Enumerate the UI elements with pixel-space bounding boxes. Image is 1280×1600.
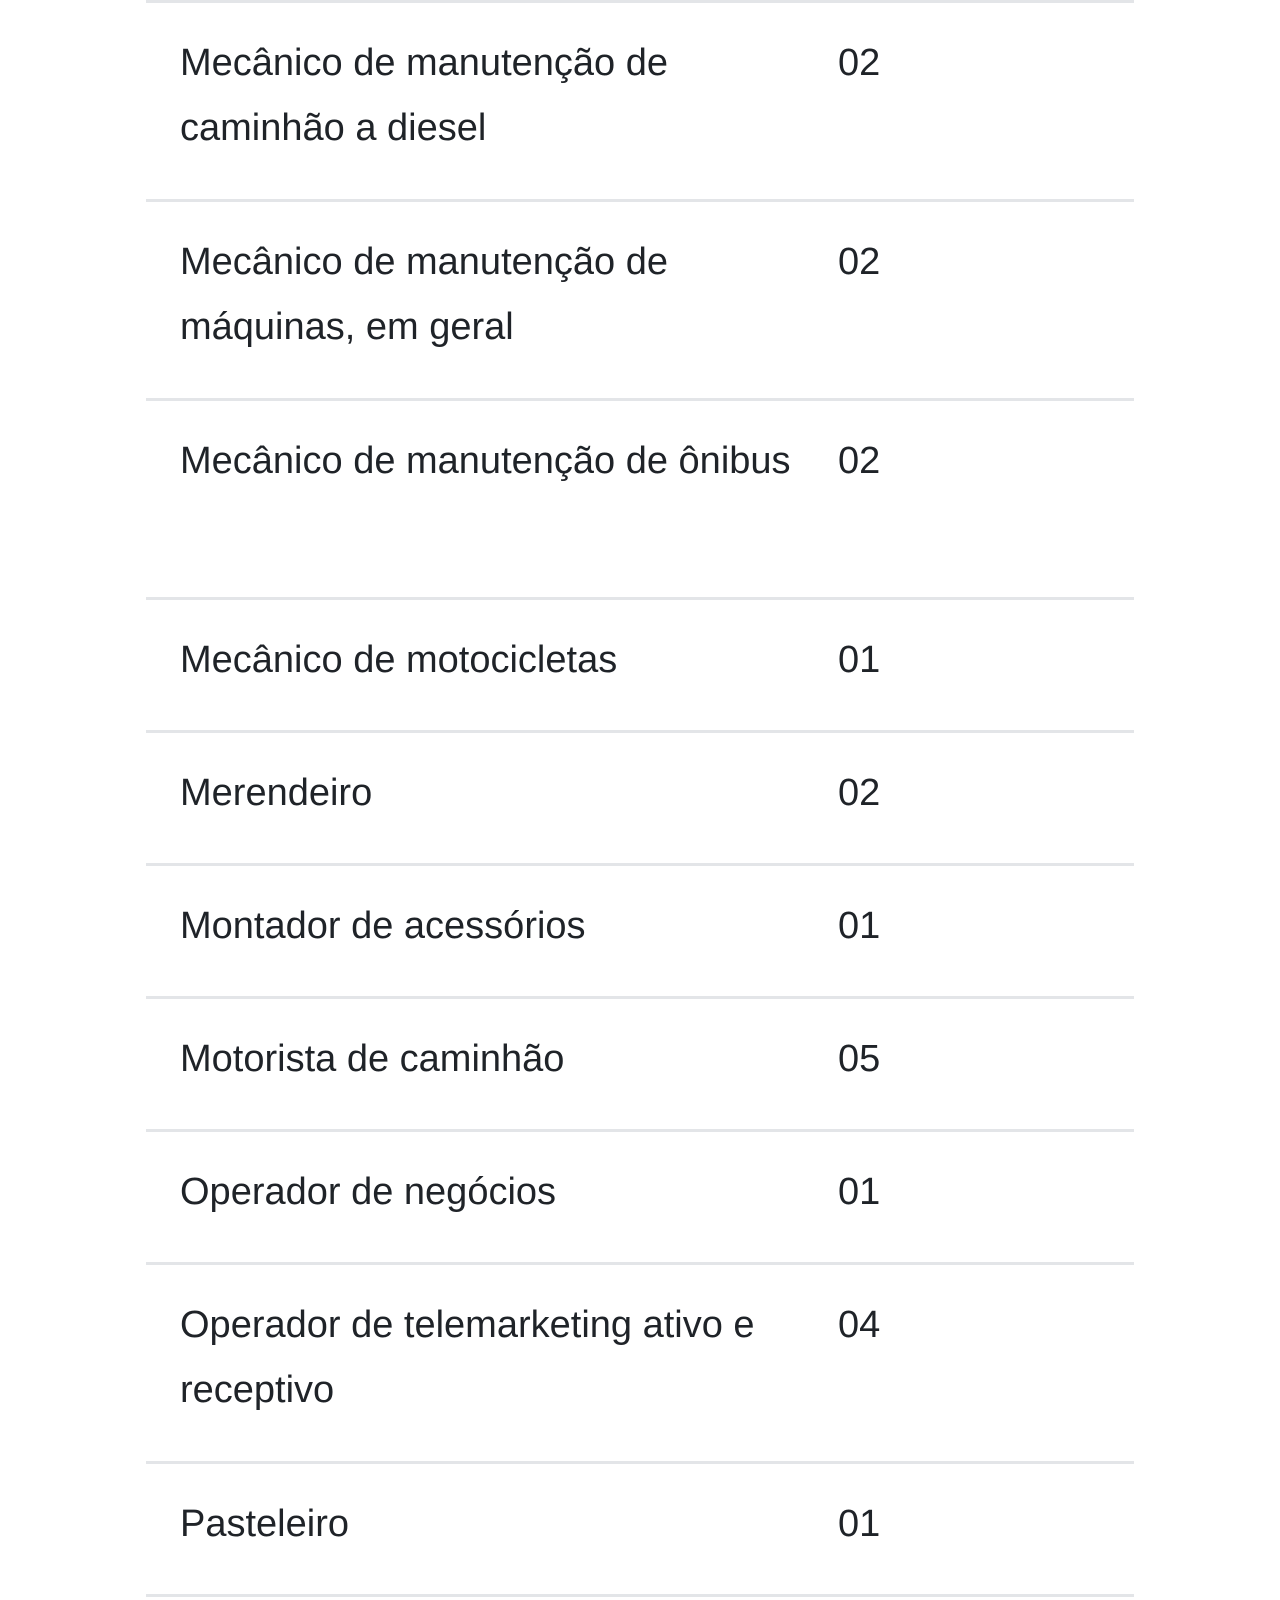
- table-row: [146, 999, 1134, 1132]
- job-title: Mecânico de manutenção de caminhão a diesel: [180, 42, 668, 149]
- table-row: [146, 3, 1134, 202]
- vacancy-count: 02: [838, 440, 881, 482]
- vacancy-count: 01: [838, 1503, 881, 1545]
- job-title: Mecânico de motocicletas: [180, 639, 618, 681]
- job-title: Operador de telemarketing ativo e receptivo: [180, 1304, 755, 1411]
- vacancy-count: 02: [838, 42, 881, 84]
- vacancy-count: 05: [838, 1038, 881, 1080]
- vacancy-count: 01: [838, 905, 881, 947]
- vacancy-count: 01: [838, 1171, 881, 1213]
- table-row: [146, 600, 1134, 733]
- table-row: [146, 1265, 1134, 1464]
- table-row: [146, 866, 1134, 999]
- job-title: Mecânico de manutenção de ônibus: [180, 440, 791, 482]
- table-row: [146, 401, 1134, 600]
- job-title: Mecânico de manutenção de máquinas, em geral: [180, 241, 668, 348]
- vacancy-count: 04: [838, 1304, 881, 1346]
- table-row: [146, 202, 1134, 401]
- vacancy-count: 01: [838, 639, 881, 681]
- job-title: Merendeiro: [180, 772, 373, 814]
- job-title: Pasteleiro: [180, 1503, 349, 1545]
- job-title: Operador de negócios: [180, 1171, 557, 1213]
- job-title: Motorista de caminhão: [180, 1038, 565, 1080]
- table-row: [146, 1464, 1134, 1597]
- job-openings-table: [146, 0, 1134, 1597]
- table-row: [146, 1132, 1134, 1265]
- job-title: Montador de acessórios: [180, 905, 586, 947]
- vacancy-count: 02: [838, 772, 881, 814]
- table-row: [146, 733, 1134, 866]
- vacancy-count: 02: [838, 241, 881, 283]
